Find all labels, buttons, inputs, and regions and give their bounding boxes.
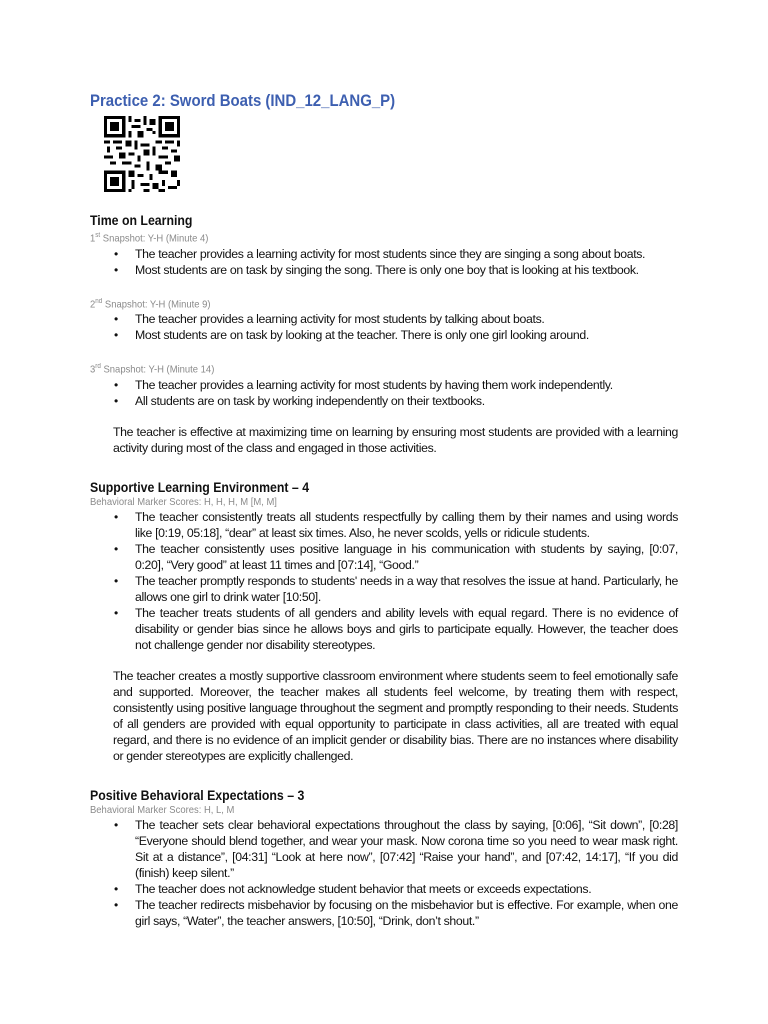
list-item: • The teacher redirects misbehavior by focusing on the misbehavior but is effective. For example, when one girl says, “Water”, the teacher answers, [10:50], “Drink, don’t shout.” bbox=[114, 897, 678, 928]
marker-scores: Behavioral Marker Scores: H, H, H, M [M, M] bbox=[90, 495, 277, 508]
snapshot-3 bbox=[90, 360, 678, 409]
list-item: • All students are on task by working independently on their textbooks. bbox=[114, 393, 485, 408]
list-item: • The teacher provides a learning activity for most students since they are singing a song about boats. bbox=[114, 246, 646, 261]
snapshot-label: 2nd Snapshot: Y-H (Minute 9) bbox=[90, 297, 211, 310]
positive-behavioral-section bbox=[90, 786, 678, 929]
marker-scores: Behavioral Marker Scores: H, L, M bbox=[90, 803, 235, 816]
snapshot-2 bbox=[90, 295, 678, 344]
document-page bbox=[90, 90, 678, 929]
list-item: • The teacher consistently uses positive language in his communication with students by saying, [0:07, 0:20], “Very good” at least 11 times and [07:14], “Good.” bbox=[114, 541, 678, 572]
list-item: • The teacher sets clear behavioral expectations throughout the class by saying, [0:06], “Sit down”, [0:28] “Everyone should blend together, and wear your mask. Now corona time so you need to wear mask right. Sit at a distance”, [04:31] “Look at here now”, [07:42] “Raise your hand”, and [07:42, 14:17], “If you did (finish) keep silent.” bbox=[114, 817, 678, 880]
section-title: Positive Behavioral Expectations – 3 bbox=[90, 786, 305, 803]
snapshot-label: 3rd Snapshot: Y-H (Minute 14) bbox=[90, 363, 215, 376]
time-on-learning-section bbox=[90, 211, 678, 456]
section-title: Time on Learning bbox=[90, 212, 193, 228]
list-item: • The teacher promptly responds to students' needs in a way that resolves the issue at hand. Particularly, he allows one girl to drink water [10:50]. bbox=[114, 573, 678, 604]
snapshot-label: 1st Snapshot: Y-H (Minute 4) bbox=[90, 232, 209, 245]
list-item: • The teacher provides a learning activity for most students by talking about boats. bbox=[114, 312, 545, 326]
list-item: • The teacher provides a learning activity for most students by having them work independently. bbox=[114, 377, 613, 392]
qr-code-icon bbox=[104, 116, 180, 192]
snapshot-1 bbox=[90, 229, 678, 278]
supportive-learning-section bbox=[90, 478, 678, 764]
section-title: Supportive Learning Environment – 4 bbox=[90, 478, 310, 495]
list-item: • The teacher consistently treats all students respectfully by calling them by their names and using words like [0:19, 05:18], “dear” at least six times. Also, he never scolds, yells or ridicule students. bbox=[114, 509, 678, 540]
list-item: • Most students are on task by singing the song. There is only one boy that is looking at his textbook. bbox=[114, 262, 639, 277]
list-item: • The teacher treats students of all genders and ability levels with equal regard. There is no evidence of disability or gender bias since he allows boys and girls to participate equally. However, the teacher does not challenge gender nor disability stereotypes. bbox=[114, 605, 678, 652]
summary-paragraph: The teacher is effective at maximizing time on learning by ensuring most students are provided with a learning activity during most of the class and engaged in those activities. bbox=[113, 424, 678, 455]
list-item: • Most students are on task by looking at the teacher. There is only one girl looking around. bbox=[114, 328, 589, 342]
summary-paragraph: The teacher creates a mostly supportive classroom environment where students seem to feel emotionally safe and supported. Moreover, the teacher makes all students feel welcome, by treating them with respect, consistently using positive language throughout the segment and promptly responding to their needs. Students of all genders are provided with equal opportunity to participate in class activities, all are treated with equal regard, and there is no evidence of an implicit gender or disability bias. There are no instances where disability or gender stereotypes are explicitly challenged. bbox=[113, 668, 678, 763]
list-item: • The teacher does not acknowledge student behavior that meets or exceeds expectations. bbox=[114, 881, 592, 896]
document-title: Practice 2: Sword Boats (IND_12_LANG_P) bbox=[90, 91, 396, 110]
